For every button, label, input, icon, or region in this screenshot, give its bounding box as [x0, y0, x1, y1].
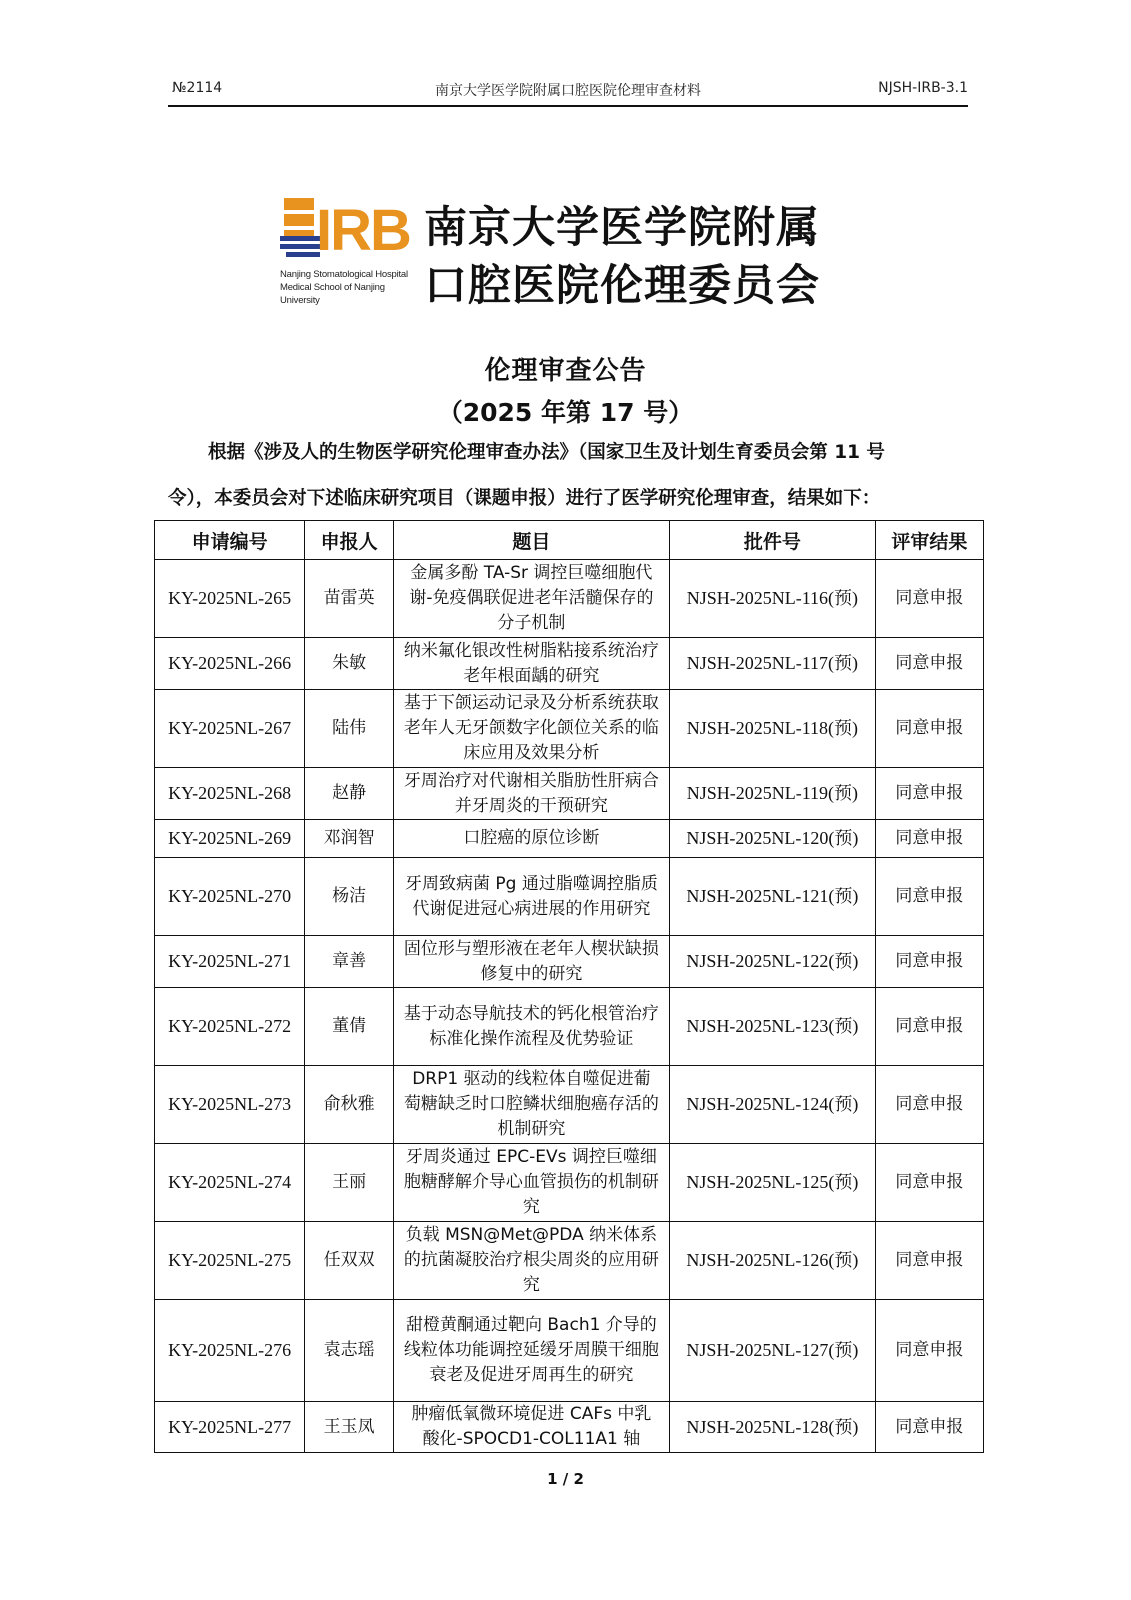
page-number: 1 / 2: [547, 1470, 584, 1488]
table-row: [155, 858, 984, 936]
table-row: [155, 768, 984, 820]
cell-applicant: 陆伟: [305, 690, 394, 768]
cell-result: 同意申报: [875, 1222, 983, 1300]
cell-topic: 纳米氟化银改性树脂粘接系统治疗老年根面龋的研究: [393, 638, 669, 690]
cell-approval-no: NJSH-2025NL-118(预): [669, 690, 875, 768]
header-title: 南京大学医学院附属口腔医院伦理审查材料: [435, 83, 701, 99]
cell-topic: 口腔癌的原位诊断: [393, 820, 669, 858]
cell-approval-no: NJSH-2025NL-117(预): [669, 638, 875, 690]
cell-applicant: 赵静: [305, 768, 394, 820]
cell-approval-no: NJSH-2025NL-123(预): [669, 988, 875, 1066]
announcement-number: （2025 年第 17 号）: [437, 398, 694, 427]
table-row: [155, 936, 984, 988]
cell-application-no: KY-2025NL-266: [155, 638, 305, 690]
cell-result: 同意申报: [875, 1144, 983, 1222]
cell-result: 同意申报: [875, 690, 983, 768]
cell-result: 同意申报: [875, 1300, 983, 1402]
cell-applicant: 邓润智: [305, 820, 394, 858]
cell-application-no: KY-2025NL-270: [155, 858, 305, 936]
cell-approval-no: NJSH-2025NL-128(预): [669, 1402, 875, 1453]
form-code: NJSH-IRB-3.1: [878, 80, 968, 96]
cell-approval-no: NJSH-2025NL-125(预): [669, 1144, 875, 1222]
cell-result: 同意申报: [875, 820, 983, 858]
cell-result: 同意申报: [875, 1402, 983, 1453]
cell-approval-no: NJSH-2025NL-127(预): [669, 1300, 875, 1402]
cell-applicant: 董倩: [305, 988, 394, 1066]
table-row: [155, 988, 984, 1066]
svg-text:IRB: IRB: [316, 198, 410, 263]
cell-approval-no: NJSH-2025NL-119(预): [669, 768, 875, 820]
table-row: [155, 690, 984, 768]
page-title: 伦理审查公告: [484, 356, 647, 386]
intro-paragraph: [168, 430, 968, 522]
org-name-line2: 口腔医院伦理委员会: [424, 261, 820, 311]
intro-line-2: 令），本委员会对下述临床研究项目（课题申报）进行了医学研究伦理审查，结果如下：: [168, 488, 881, 509]
table-header-row: [155, 521, 984, 560]
cell-approval-no: NJSH-2025NL-120(预): [669, 820, 875, 858]
table-row: [155, 638, 984, 690]
table-row: [155, 1402, 984, 1453]
header-rule: [168, 105, 968, 107]
cell-application-no: KY-2025NL-273: [155, 1066, 305, 1144]
table-row: [155, 560, 984, 638]
cell-topic: 牙周炎通过 EPC-EVs 调控巨噬细胞糖酵解介导心血管损伤的机制研究: [393, 1144, 669, 1222]
review-results-table: [154, 520, 984, 1453]
cell-approval-no: NJSH-2025NL-116(预): [669, 560, 875, 638]
cell-application-no: KY-2025NL-276: [155, 1300, 305, 1402]
table-row: [155, 1144, 984, 1222]
cell-application-no: KY-2025NL-265: [155, 560, 305, 638]
cell-topic: 基于动态导航技术的钙化根管治疗标准化操作流程及优势验证: [393, 988, 669, 1066]
cell-topic: 甜橙黄酮通过靶向 Bach1 介导的线粒体功能调控延缓牙周膜干细胞衰老及促进牙周再生的研究: [393, 1300, 669, 1402]
document-number: №2114: [172, 80, 223, 96]
cell-approval-no: NJSH-2025NL-126(预): [669, 1222, 875, 1300]
cell-application-no: KY-2025NL-271: [155, 936, 305, 988]
cell-application-no: KY-2025NL-275: [155, 1222, 305, 1300]
col-header-result: 评审结果: [875, 521, 983, 560]
cell-topic: DRP1 驱动的线粒体自噬促进葡萄糖缺乏时口腔鳞状细胞癌存活的机制研究: [393, 1066, 669, 1144]
cell-application-no: KY-2025NL-268: [155, 768, 305, 820]
col-header-approval-no: 批件号: [669, 521, 875, 560]
cell-topic: 牙周治疗对代谢相关脂肪性肝病合并牙周炎的干预研究: [393, 768, 669, 820]
org-name-line1: 南京大学医学院附属: [424, 203, 820, 253]
cell-applicant: 苗雷英: [305, 560, 394, 638]
cell-approval-no: NJSH-2025NL-122(预): [669, 936, 875, 988]
cell-approval-no: NJSH-2025NL-121(预): [669, 858, 875, 936]
table-row: [155, 1222, 984, 1300]
cell-application-no: KY-2025NL-277: [155, 1402, 305, 1453]
cell-application-no: KY-2025NL-272: [155, 988, 305, 1066]
cell-topic: 牙周致病菌 Pg 通过脂噬调控脂质代谢促进冠心病进展的作用研究: [393, 858, 669, 936]
cell-result: 同意申报: [875, 560, 983, 638]
cell-applicant: 杨洁: [305, 858, 394, 936]
cell-applicant: 俞秋雅: [305, 1066, 394, 1144]
col-header-application-no: 申请编号: [155, 521, 305, 560]
cell-applicant: 王玉凤: [305, 1402, 394, 1453]
cell-applicant: 朱敏: [305, 638, 394, 690]
cell-result: 同意申报: [875, 988, 983, 1066]
logo-english-text: Nanjing Stomatological Hospital Medical School of Nanjing University: [280, 269, 408, 306]
cell-topic: 金属多酚 TA-Sr 调控巨噬细胞代谢-免疫偶联促进老年活髓保存的分子机制: [393, 560, 669, 638]
table-row: [155, 820, 984, 858]
col-header-topic: 题目: [393, 521, 669, 560]
cell-application-no: KY-2025NL-267: [155, 690, 305, 768]
table-row: [155, 1066, 984, 1144]
col-header-applicant: 申报人: [305, 521, 394, 560]
cell-topic: 固位形与塑形液在老年人楔状缺损修复中的研究: [393, 936, 669, 988]
cell-result: 同意申报: [875, 858, 983, 936]
cell-applicant: 章善: [305, 936, 394, 988]
cell-applicant: 王丽: [305, 1144, 394, 1222]
intro-line-1: 根据《涉及人的生物医学研究伦理审查办法》（国家卫生及计划生育委员会第 11 号: [208, 442, 885, 463]
cell-applicant: 袁志瑶: [305, 1300, 394, 1402]
table-row: [155, 1300, 984, 1402]
cell-applicant: 任双双: [305, 1222, 394, 1300]
cell-result: 同意申报: [875, 638, 983, 690]
cell-approval-no: NJSH-2025NL-124(预): [669, 1066, 875, 1144]
cell-result: 同意申报: [875, 768, 983, 820]
cell-application-no: KY-2025NL-274: [155, 1144, 305, 1222]
cell-topic: 基于下颌运动记录及分析系统获取老年人无牙颌数字化颌位关系的临床应用及效果分析: [393, 690, 669, 768]
cell-result: 同意申报: [875, 936, 983, 988]
cell-topic: 负载 MSN@Met@PDA 纳米体系的抗菌凝胶治疗根尖周炎的应用研究: [393, 1222, 669, 1300]
cell-application-no: KY-2025NL-269: [155, 820, 305, 858]
running-header: [168, 80, 968, 102]
cell-result: 同意申报: [875, 1066, 983, 1144]
cell-topic: 肿瘤低氧微环境促进 CAFs 中乳酸化-SPOCD1-COL11A1 轴: [393, 1402, 669, 1453]
